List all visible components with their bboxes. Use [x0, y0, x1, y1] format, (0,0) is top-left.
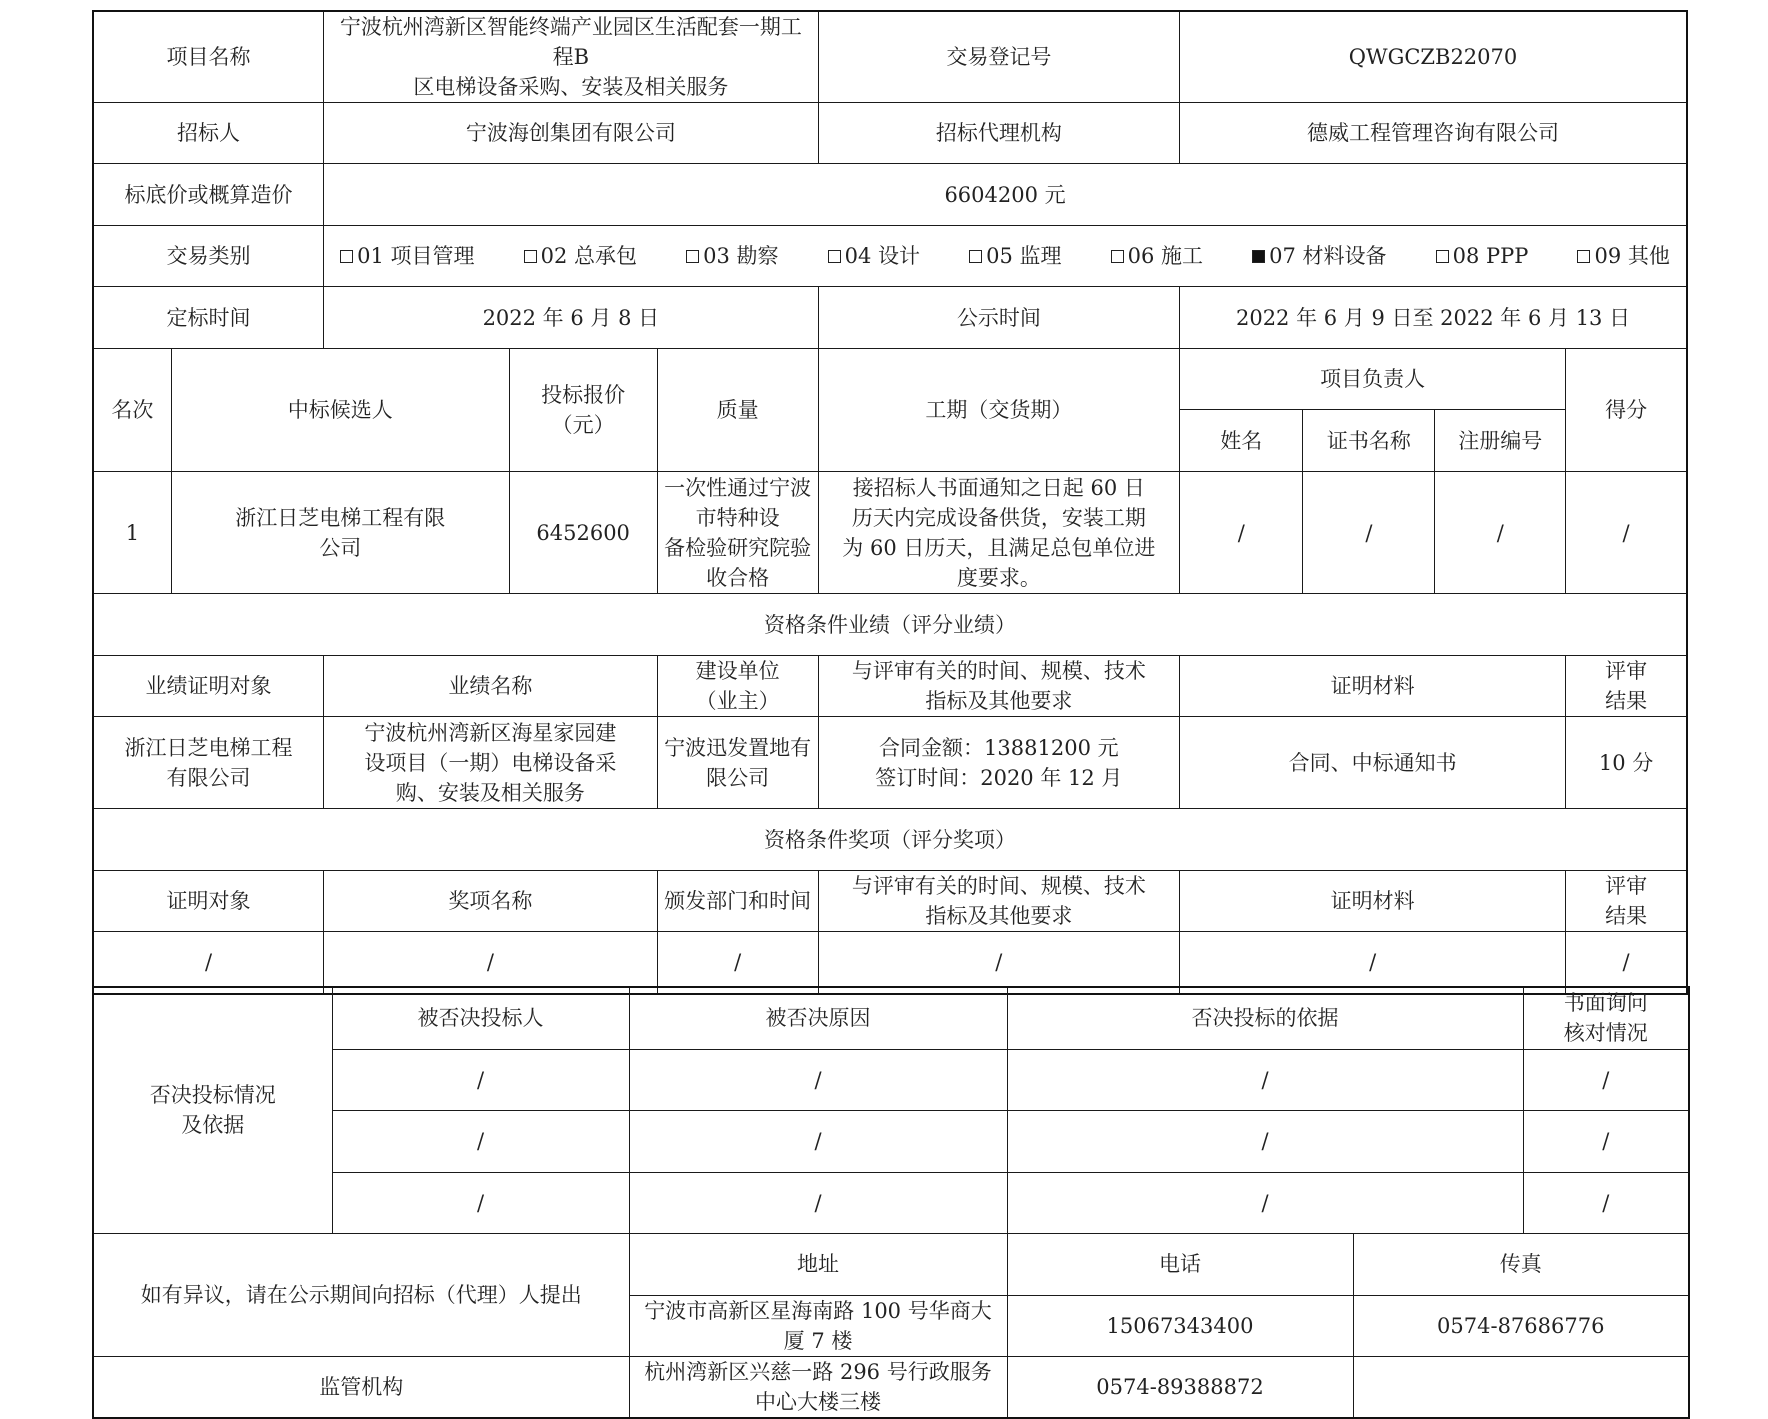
inquiry-header: 书面询问 核对情况	[1523, 987, 1689, 1049]
rejected-bidder-cell: /	[332, 1110, 629, 1172]
perf-name-header: 业绩名称	[324, 656, 658, 717]
supervisor-address-cell: 杭州湾新区兴慈一路 296 号行政服务 中心大楼三楼	[629, 1356, 1007, 1418]
fax-cell: 0574-87686776	[1353, 1295, 1689, 1356]
category-option[interactable]: 05 监理	[969, 241, 1061, 271]
rejection-label: 否决投标情况 及依据	[93, 987, 332, 1233]
category-option[interactable]: 06 施工	[1111, 241, 1203, 271]
score-header: 得分	[1566, 349, 1687, 472]
supervisor-fax-cell	[1353, 1356, 1689, 1418]
award-name-header: 奖项名称	[324, 871, 658, 932]
reject-reason-header: 被否决原因	[629, 987, 1007, 1049]
price-label: 标底价或概算造价	[93, 164, 324, 226]
award-issuer-cell: /	[657, 932, 818, 994]
tenderer-label: 招标人	[93, 103, 324, 164]
perf-builder-cell: 宁波迅发置地有限公司	[657, 717, 818, 809]
inquiry-cell: /	[1523, 1049, 1689, 1110]
perf-object-header: 业绩证明对象	[93, 656, 324, 717]
manager-cert-header: 证书名称	[1303, 410, 1435, 472]
checkbox-icon[interactable]	[828, 250, 841, 263]
table-row	[93, 472, 1687, 594]
project-name-label: 项目名称	[93, 11, 324, 103]
award-time-label: 定标时间	[93, 287, 324, 349]
category-label: 交易类别	[93, 226, 324, 287]
quality-header: 质量	[657, 349, 818, 472]
reject-basis-cell: /	[1007, 1172, 1523, 1233]
checkbox-checked-icon[interactable]	[1252, 250, 1265, 263]
manager-name-cell: /	[1180, 472, 1303, 594]
rejected-bidder-cell: /	[332, 1049, 629, 1110]
reject-reason-cell: /	[629, 1049, 1007, 1110]
table-row	[93, 932, 1687, 994]
score-cell: /	[1566, 472, 1687, 594]
bid-price-header: 投标报价（元）	[509, 349, 657, 472]
inquiry-cell: /	[1523, 1110, 1689, 1172]
supervisor-phone-cell: 0574-89388872	[1007, 1356, 1353, 1418]
award-name-cell: /	[324, 932, 658, 994]
checkbox-icon[interactable]	[524, 250, 537, 263]
perf-proof-cell: 合同、中标通知书	[1180, 717, 1566, 809]
address-header: 地址	[629, 1233, 1007, 1295]
phone-cell: 15067343400	[1007, 1295, 1353, 1356]
category-option[interactable]: 01 项目管理	[340, 241, 474, 271]
supervisor-label: 监管机构	[93, 1356, 629, 1418]
award-object-cell: /	[93, 932, 324, 994]
quality-cell: 一次性通过宁波市特种设 备检验研究院验收合格	[657, 472, 818, 594]
reject-reason-cell: /	[629, 1110, 1007, 1172]
category-option[interactable]: 04 设计	[828, 241, 920, 271]
reject-basis-header: 否决投标的依据	[1007, 987, 1523, 1049]
rejected-bidder-cell: /	[332, 1172, 629, 1233]
period-cell: 接招标人书面通知之日起 60 日 历天内完成设备供货，安装工期 为 60 日历天，且满足总包单位进 度要求。	[818, 472, 1179, 594]
category-option[interactable]: 02 总承包	[524, 241, 637, 271]
publicity-value: 2022 年 6 月 9 日至 2022 年 6 月 13 日	[1180, 287, 1687, 349]
candidate-header: 中标候选人	[171, 349, 509, 472]
award-proof-header: 证明材料	[1180, 871, 1566, 932]
table-row	[93, 1110, 1689, 1172]
phone-header: 电话	[1007, 1233, 1353, 1295]
perf-req-cell: 合同金额：13881200 元 签订时间：2020 年 12 月	[818, 717, 1179, 809]
project-name-line: 区电梯设备采购、安装及相关服务	[413, 75, 729, 99]
period-header: 工期（交货期）	[818, 349, 1179, 472]
table-row	[93, 1356, 1689, 1418]
inquiry-cell: /	[1523, 1172, 1689, 1233]
tenderer-value: 宁波海创集团有限公司	[324, 103, 819, 164]
rejection-contact-table	[92, 986, 1690, 1419]
manager-cert-cell: /	[1303, 472, 1435, 594]
reject-reason-cell: /	[629, 1172, 1007, 1233]
perf-req-header: 与评审有关的时间、规模、技术 指标及其他要求	[818, 656, 1179, 717]
bid-price-cell: 6452600	[509, 472, 657, 594]
checkbox-icon[interactable]	[1436, 250, 1449, 263]
table-row	[93, 1172, 1689, 1233]
award-object-header: 证明对象	[93, 871, 324, 932]
manager-name-header: 姓名	[1180, 410, 1303, 472]
project-name-line: 宁波杭州湾新区智能终端产业园区生活配套一期工程B	[339, 15, 802, 69]
award-result-cell: /	[1566, 932, 1687, 994]
award-time-value: 2022 年 6 月 8 日	[324, 287, 819, 349]
perf-builder-header: 建设单位 （业主）	[657, 656, 818, 717]
fax-header: 传真	[1353, 1233, 1689, 1295]
category-option[interactable]: 07 材料设备	[1252, 241, 1386, 271]
awards-title: 资格条件奖项（评分奖项）	[93, 809, 1687, 871]
manager-header: 项目负责人	[1180, 349, 1566, 410]
address-cell: 宁波市高新区星海南路 100 号华商大 厦 7 楼	[629, 1295, 1007, 1356]
perf-object-cell: 浙江日芝电梯工程 有限公司	[93, 717, 324, 809]
award-proof-cell: /	[1180, 932, 1566, 994]
checkbox-icon[interactable]	[340, 250, 353, 263]
reg-no-value: QWGCZB22070	[1180, 11, 1687, 103]
price-value: 6604200 元	[324, 164, 1687, 226]
reject-basis-cell: /	[1007, 1049, 1523, 1110]
perf-result-header: 评审 结果	[1566, 656, 1687, 717]
award-req-header: 与评审有关的时间、规模、技术 指标及其他要求	[818, 871, 1179, 932]
manager-reg-header: 注册编号	[1435, 410, 1566, 472]
bid-result-table	[92, 10, 1688, 995]
agency-label: 招标代理机构	[818, 103, 1179, 164]
checkbox-icon[interactable]	[1111, 250, 1124, 263]
award-issuer-header: 颁发部门和时间	[657, 871, 818, 932]
reject-basis-cell: /	[1007, 1110, 1523, 1172]
performance-title: 资格条件业绩（评分业绩）	[93, 594, 1687, 656]
publicity-label: 公示时间	[818, 287, 1179, 349]
objection-label: 如有异议，请在公示期间向招标（代理）人提出	[93, 1233, 629, 1356]
award-req-cell: /	[818, 932, 1179, 994]
category-option[interactable]: 08 PPP	[1436, 241, 1529, 271]
reg-no-label: 交易登记号	[818, 11, 1179, 103]
agency-value: 德威工程管理咨询有限公司	[1180, 103, 1687, 164]
table-row	[93, 1049, 1689, 1110]
category-options	[324, 226, 1687, 287]
perf-result-cell: 10 分	[1566, 717, 1687, 809]
checkbox-icon[interactable]	[1577, 250, 1590, 263]
category-option[interactable]: 03 勘察	[686, 241, 778, 271]
checkbox-icon[interactable]	[969, 250, 982, 263]
rank-cell: 1	[93, 472, 171, 594]
checkbox-icon[interactable]	[686, 250, 699, 263]
project-name-value	[324, 11, 819, 103]
rank-header: 名次	[93, 349, 171, 472]
perf-proof-header: 证明材料	[1180, 656, 1566, 717]
table-row	[93, 717, 1687, 809]
category-option[interactable]: 09 其他	[1577, 241, 1669, 271]
candidate-cell: 浙江日芝电梯工程有限 公司	[171, 472, 509, 594]
award-result-header: 评审 结果	[1566, 871, 1687, 932]
rejected-bidder-header: 被否决投标人	[332, 987, 629, 1049]
manager-reg-cell: /	[1435, 472, 1566, 594]
perf-name-cell: 宁波杭州湾新区海星家园建 设项目（一期）电梯设备采 购、安装及相关服务	[324, 717, 658, 809]
